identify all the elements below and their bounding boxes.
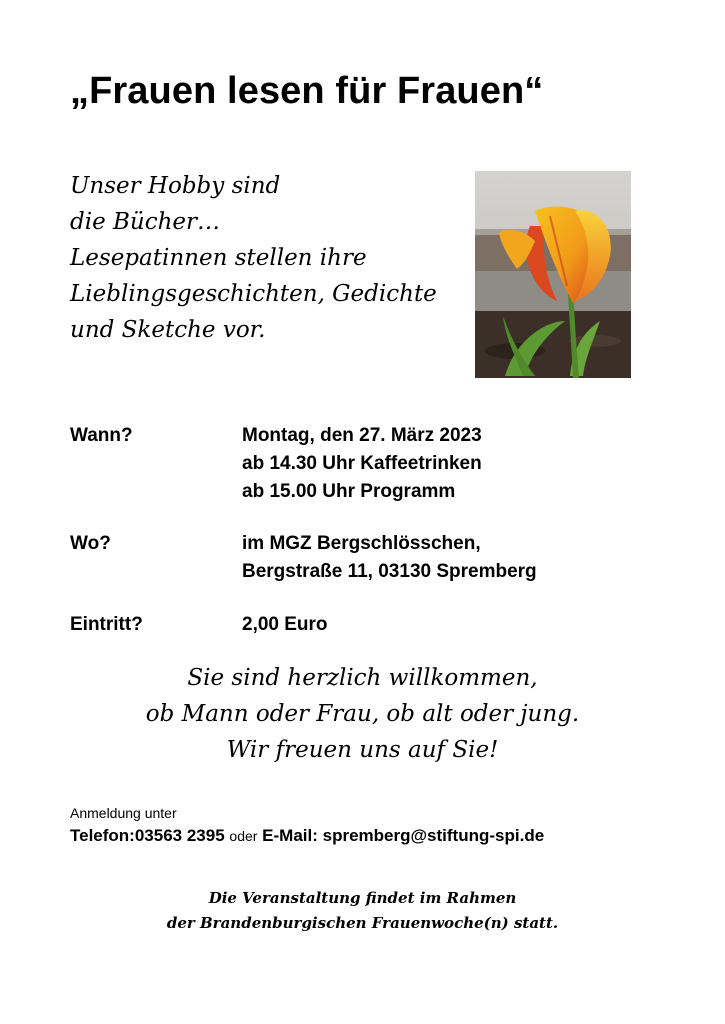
intro-line: die Bücher… [70, 209, 221, 235]
email-address: E-Mail: spremberg@stiftung-spi.de [262, 826, 545, 845]
intro-line: Lesepatinnen stellen ihre [70, 245, 367, 271]
where-line: im MGZ Bergschlösschen, [242, 533, 481, 554]
welcome-line: ob Mann oder Frau, ob alt oder jung. [145, 701, 580, 727]
where-value [242, 530, 537, 586]
footer-line: Die Veranstaltung findet im Rahmen [208, 889, 517, 907]
entry-label: Eintritt? [70, 614, 143, 635]
footer-note [0, 886, 725, 936]
when-line: ab 15.00 Uhr Programm [242, 481, 456, 502]
page-title: „Frauen lesen für Frauen“ [70, 70, 544, 112]
registration-contact [70, 826, 544, 846]
when-value [242, 422, 482, 506]
intro-line: Lieblingsgeschichten, Gedichte [70, 281, 437, 307]
footer-line: der Brandenburgischen Frauenwoche(n) statt. [166, 914, 559, 932]
registration-or: oder [229, 828, 258, 844]
welcome-text [0, 660, 725, 768]
when-line: ab 14.30 Uhr Kaffeetrinken [242, 453, 482, 474]
where-line: Bergstraße 11, 03130 Spremberg [242, 561, 537, 582]
phone-number: Telefon:03563 2395 [70, 826, 225, 845]
welcome-line: Wir freuen uns auf Sie! [226, 737, 499, 763]
when-line: Montag, den 27. März 2023 [242, 425, 482, 446]
tulip-photo [475, 171, 631, 378]
intro-line: und Sketche vor. [70, 317, 266, 343]
entry-value: 2,00 Euro [242, 614, 328, 635]
intro-text [70, 168, 470, 348]
when-label: Wann? [70, 425, 133, 446]
registration-label: Anmeldung unter [70, 805, 177, 821]
where-label: Wo? [70, 533, 111, 554]
intro-line: Unser Hobby sind [70, 173, 281, 199]
welcome-line: Sie sind herzlich willkommen, [187, 665, 538, 691]
